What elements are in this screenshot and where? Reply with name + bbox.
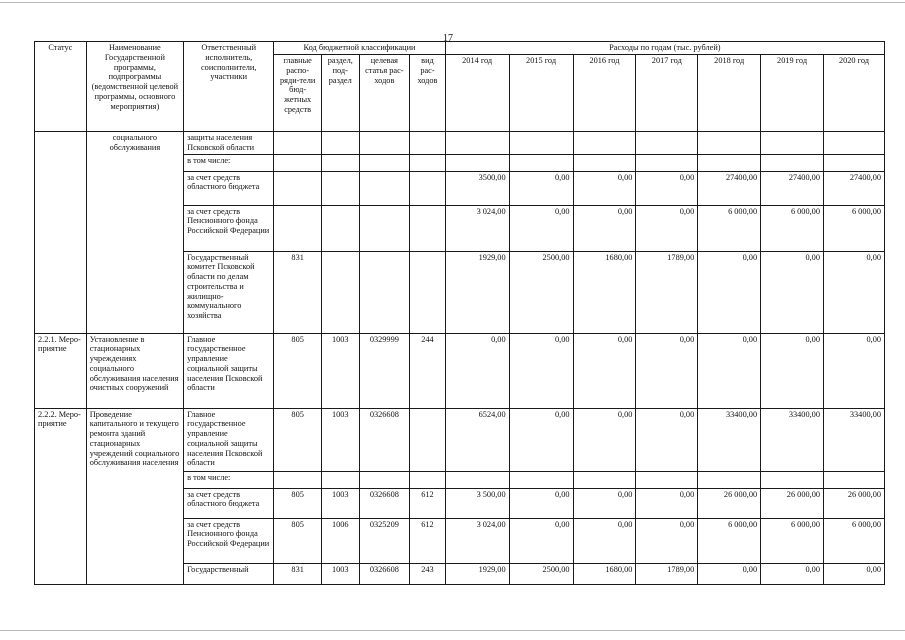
value-2015: 0,00 — [509, 408, 573, 471]
value-2014: 3 024,00 — [445, 518, 509, 563]
value-2019: 27400,00 — [761, 171, 824, 205]
section-cell: 1003 — [321, 563, 359, 584]
table-row — [35, 132, 885, 155]
responsible-cell: Государственный комитет Псковской области по делам строительства и жилищно-коммунального хозяйства — [184, 251, 274, 333]
value-2015: 0,00 — [509, 333, 573, 408]
value-2017: 0,00 — [636, 333, 698, 408]
responsible-cell: за счет средств Пенсионного фонда Российской Федерации — [184, 518, 274, 563]
value-2019: 0,00 — [761, 563, 824, 584]
value-2017: 0,00 — [636, 518, 698, 563]
section-cell: 1003 — [321, 488, 359, 518]
header-year-2019: 2019 год — [761, 55, 824, 132]
header-type: вид рас-ходов — [410, 55, 446, 132]
value-2017: 0,00 — [636, 408, 698, 471]
value-2015: 2500,00 — [509, 251, 573, 333]
value-2016: 0,00 — [573, 171, 636, 205]
value-2020: 33400,00 — [823, 408, 884, 471]
responsible-cell: защиты населения Псковской области — [184, 132, 274, 155]
responsible-cell: Главное государственное управление социальной защиты населения Псковской области — [184, 333, 274, 408]
header-year-2016: 2016 год — [573, 55, 636, 132]
value-2018: 27400,00 — [698, 171, 761, 205]
section-cell: 1003 — [321, 408, 359, 471]
responsible-cell: за счет средств областного бюджета — [184, 171, 274, 205]
header-section: раздел, под-раздел — [321, 55, 359, 132]
value-2020: 0,00 — [823, 563, 884, 584]
status-cell — [35, 132, 87, 334]
header-year-2017: 2017 год — [636, 55, 698, 132]
responsible-cell: в том числе: — [184, 154, 274, 171]
value-2018: 0,00 — [698, 563, 761, 584]
value-2018: 26 000,00 — [698, 488, 761, 518]
value-2019: 33400,00 — [761, 408, 824, 471]
value-2017: 0,00 — [636, 171, 698, 205]
value-2015: 0,00 — [509, 171, 573, 205]
grbs-cell: 805 — [274, 488, 322, 518]
value-2014: 3 500,00 — [445, 488, 509, 518]
name-cell: Установление в стационарных учреждениях социального обслуживания населения очистных сооружений — [86, 333, 183, 408]
value-2016: 0,00 — [573, 408, 636, 471]
value-2016: 0,00 — [573, 333, 636, 408]
value-2014: 0,00 — [445, 333, 509, 408]
value-2017: 0,00 — [636, 488, 698, 518]
value-2015: 2500,00 — [509, 563, 573, 584]
name-cell: Проведение капитального и текущего ремонта зданий стационарных учреждений социального обслуживания населения — [86, 408, 183, 584]
value-2016: 0,00 — [573, 518, 636, 563]
value-2014: 1929,00 — [445, 251, 509, 333]
responsible-cell: Главное государственное управление социальной защиты населения Псковской области — [184, 408, 274, 471]
value-2020: 6 000,00 — [823, 205, 884, 251]
table-row — [35, 333, 885, 408]
header-target: целевая статья рас-ходов — [359, 55, 410, 132]
value-2018: 6 000,00 — [698, 518, 761, 563]
target-cell: 0326608 — [359, 563, 410, 584]
type-cell: 244 — [410, 333, 446, 408]
value-2020: 6 000,00 — [823, 518, 884, 563]
value-2015: 0,00 — [509, 518, 573, 563]
budget-table — [34, 41, 885, 585]
type-cell: 243 — [410, 563, 446, 584]
value-2016: 0,00 — [573, 488, 636, 518]
value-2015: 0,00 — [509, 205, 573, 251]
responsible-cell: за счет средств Пенсионного фонда Российской Федерации — [184, 205, 274, 251]
name-cell: социального обслуживания — [86, 132, 183, 334]
target-cell: 0326608 — [359, 408, 410, 471]
header-expenses: Расходы по годам (тыс. рублей) — [445, 42, 884, 55]
value-2020: 0,00 — [823, 251, 884, 333]
scan-bottom-edge — [0, 630, 905, 631]
header-name: Наименование Государственной программы, подпрограммы (ведомственной целевой программы, основного мероприятия) — [86, 42, 183, 132]
scan-top-edge — [0, 2, 905, 3]
target-cell: 0329999 — [359, 333, 410, 408]
status-cell: 2.2.1. Меро-приятие — [35, 333, 87, 408]
header-year-2020: 2020 год — [823, 55, 884, 132]
value-2017: 1789,00 — [636, 563, 698, 584]
table-row — [35, 408, 885, 471]
value-2014: 1929,00 — [445, 563, 509, 584]
value-2018: 0,00 — [698, 333, 761, 408]
type-cell — [410, 408, 446, 471]
value-2018: 33400,00 — [698, 408, 761, 471]
value-2017: 1789,00 — [636, 251, 698, 333]
value-2014: 3500,00 — [445, 171, 509, 205]
responsible-cell: в том числе: — [184, 471, 274, 488]
value-2015: 0,00 — [509, 488, 573, 518]
grbs-cell: 805 — [274, 518, 322, 563]
value-2014: 6524,00 — [445, 408, 509, 471]
grbs-cell: 831 — [274, 563, 322, 584]
header-row-1 — [35, 42, 885, 55]
header-grbs: главные распо-ряди-тели бюд-жетных средств — [274, 55, 322, 132]
header-status: Статус — [35, 42, 87, 132]
value-2018: 0,00 — [698, 251, 761, 333]
type-cell: 612 — [410, 518, 446, 563]
value-2017: 0,00 — [636, 205, 698, 251]
header-year-2014: 2014 год — [445, 55, 509, 132]
header-year-2018: 2018 год — [698, 55, 761, 132]
grbs-cell: 805 — [274, 333, 322, 408]
value-2016: 1680,00 — [573, 251, 636, 333]
value-2019: 26 000,00 — [761, 488, 824, 518]
value-2019: 0,00 — [761, 333, 824, 408]
header-budget-code: Код бюджетной классификации — [274, 42, 445, 55]
value-2020: 0,00 — [823, 333, 884, 408]
value-2020: 26 000,00 — [823, 488, 884, 518]
value-2019: 6 000,00 — [761, 205, 824, 251]
value-2019: 6 000,00 — [761, 518, 824, 563]
value-2018: 6 000,00 — [698, 205, 761, 251]
value-2020: 27400,00 — [823, 171, 884, 205]
grbs-cell: 805 — [274, 408, 322, 471]
value-2016: 1680,00 — [573, 563, 636, 584]
type-cell: 612 — [410, 488, 446, 518]
status-cell: 2.2.2. Меро-приятие — [35, 408, 87, 584]
page-number: 17 — [443, 33, 453, 44]
value-2014: 3 024,00 — [445, 205, 509, 251]
section-cell: 1003 — [321, 333, 359, 408]
value-2016: 0,00 — [573, 205, 636, 251]
section-cell: 1006 — [321, 518, 359, 563]
grbs-cell: 831 — [274, 251, 322, 333]
header-year-2015: 2015 год — [509, 55, 573, 132]
target-cell: 0325209 — [359, 518, 410, 563]
responsible-cell: Государственный — [184, 563, 274, 584]
value-2019: 0,00 — [761, 251, 824, 333]
target-cell: 0326608 — [359, 488, 410, 518]
header-responsible: Ответственный исполнитель, соисполнители, участники — [184, 42, 274, 132]
responsible-cell: за счет средств областного бюджета — [184, 488, 274, 518]
